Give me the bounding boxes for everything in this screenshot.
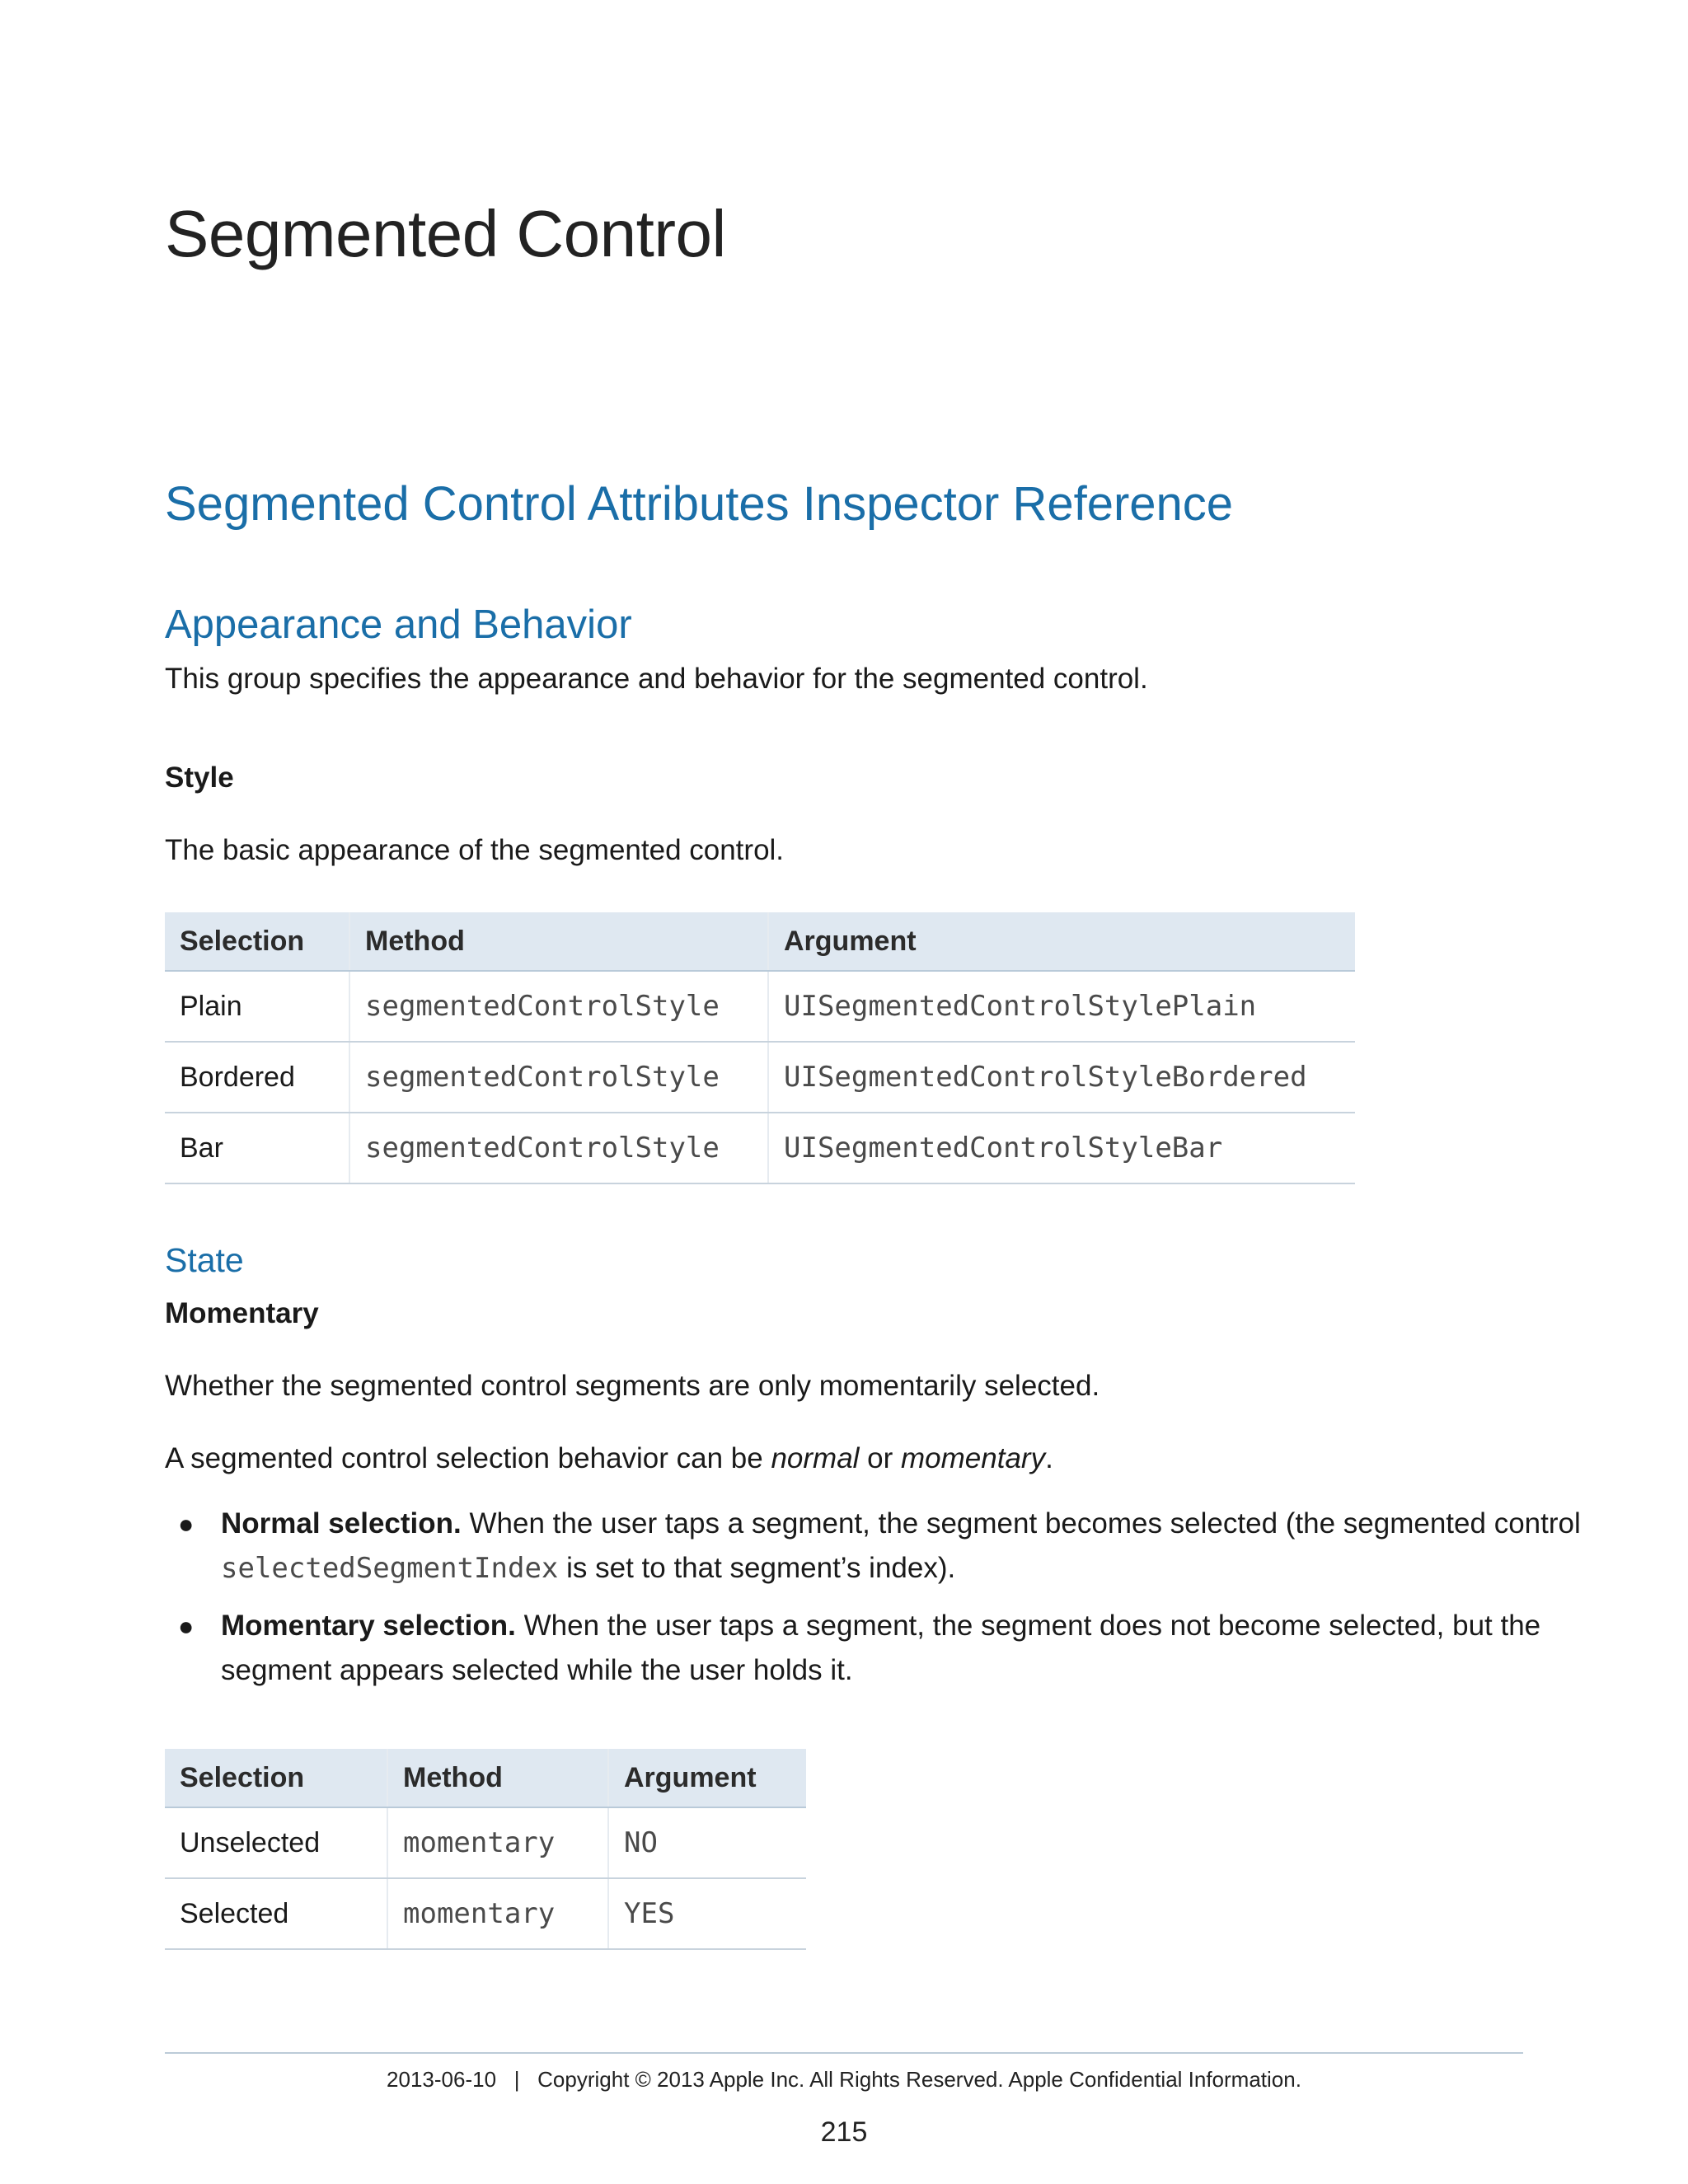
appearance-intro: This group specifies the appearance and behavior for the segmented control. bbox=[165, 663, 1148, 695]
table-row bbox=[165, 1113, 1355, 1183]
table-row bbox=[165, 971, 1355, 1042]
style-table bbox=[165, 912, 1355, 1184]
bullet-text: When the user taps a segment, the segment becomes selected (the segmented control bbox=[461, 1507, 1581, 1540]
bullet-icon: ● bbox=[178, 1611, 195, 1641]
column-header-argument: Argument bbox=[768, 912, 1355, 971]
section-title: Segmented Control Attributes Inspector Reference bbox=[165, 477, 1234, 531]
style-description: The basic appearance of the segmented control. bbox=[165, 834, 785, 866]
method-cell: momentary bbox=[387, 1807, 608, 1878]
behavior-or: or bbox=[859, 1442, 902, 1474]
table-row bbox=[165, 1807, 806, 1878]
state-heading: State bbox=[165, 1241, 244, 1279]
table-row bbox=[165, 1878, 806, 1949]
argument-cell: NO bbox=[608, 1807, 806, 1878]
selection-cell: Bordered bbox=[165, 1042, 349, 1113]
state-table bbox=[165, 1749, 806, 1950]
bullet-icon: ● bbox=[178, 1509, 195, 1539]
chapter-title: Segmented Control bbox=[165, 197, 726, 270]
inline-code: selectedSegmentIndex bbox=[221, 1552, 559, 1585]
momentary-description: Whether the segmented control segments are only momentarily selected. bbox=[165, 1370, 1100, 1402]
method-cell: momentary bbox=[387, 1878, 608, 1949]
column-header-selection: Selection bbox=[165, 912, 349, 971]
method-cell: segmentedControlStyle bbox=[349, 1113, 768, 1183]
selection-cell: Plain bbox=[165, 971, 349, 1042]
table-header-row bbox=[165, 912, 1355, 971]
bullet-lead: Momentary selection. bbox=[221, 1610, 516, 1642]
argument-cell: UISegmentedControlStyleBordered bbox=[768, 1042, 1355, 1113]
behavior-sentence bbox=[165, 1442, 1053, 1475]
argument-cell: UISegmentedControlStyleBar bbox=[768, 1113, 1355, 1183]
table-row bbox=[165, 1042, 1355, 1113]
behavior-momentary: momentary bbox=[901, 1442, 1046, 1474]
list-item bbox=[178, 1502, 1581, 1591]
column-header-method: Method bbox=[387, 1749, 608, 1807]
bullet-text: segment appears selected while the user holds it. bbox=[221, 1654, 853, 1686]
appearance-heading: Appearance and Behavior bbox=[165, 602, 632, 647]
method-cell: segmentedControlStyle bbox=[349, 971, 768, 1042]
selection-cell: Selected bbox=[165, 1878, 387, 1949]
list-item bbox=[178, 1604, 1541, 1693]
behavior-prefix: A segmented control selection behavior can be bbox=[165, 1442, 771, 1474]
selection-cell: Bar bbox=[165, 1113, 349, 1183]
bullet-text: When the user taps a segment, the segment does not become selected, but the bbox=[515, 1610, 1541, 1642]
page-number: 215 bbox=[820, 2116, 868, 2148]
footer-copyright: 2013-06-10 | Copyright © 2013 Apple Inc. All Rights Reserved. Apple Confidential Information. bbox=[387, 2067, 1301, 2092]
momentary-label: Momentary bbox=[165, 1297, 319, 1329]
argument-cell: YES bbox=[608, 1878, 806, 1949]
behavior-suffix: . bbox=[1045, 1442, 1053, 1474]
style-label: Style bbox=[165, 762, 234, 794]
column-header-method: Method bbox=[349, 912, 768, 971]
argument-cell: UISegmentedControlStylePlain bbox=[768, 971, 1355, 1042]
selection-cell: Unselected bbox=[165, 1807, 387, 1878]
footer-divider bbox=[165, 2052, 1523, 2054]
table-header-row bbox=[165, 1749, 806, 1807]
column-header-selection: Selection bbox=[165, 1749, 387, 1807]
bullet-lead: Normal selection. bbox=[221, 1507, 462, 1540]
column-header-argument: Argument bbox=[608, 1749, 806, 1807]
method-cell: segmentedControlStyle bbox=[349, 1042, 768, 1113]
bullet-text: is set to that segment’s index). bbox=[558, 1552, 956, 1584]
behavior-normal: normal bbox=[771, 1442, 860, 1474]
